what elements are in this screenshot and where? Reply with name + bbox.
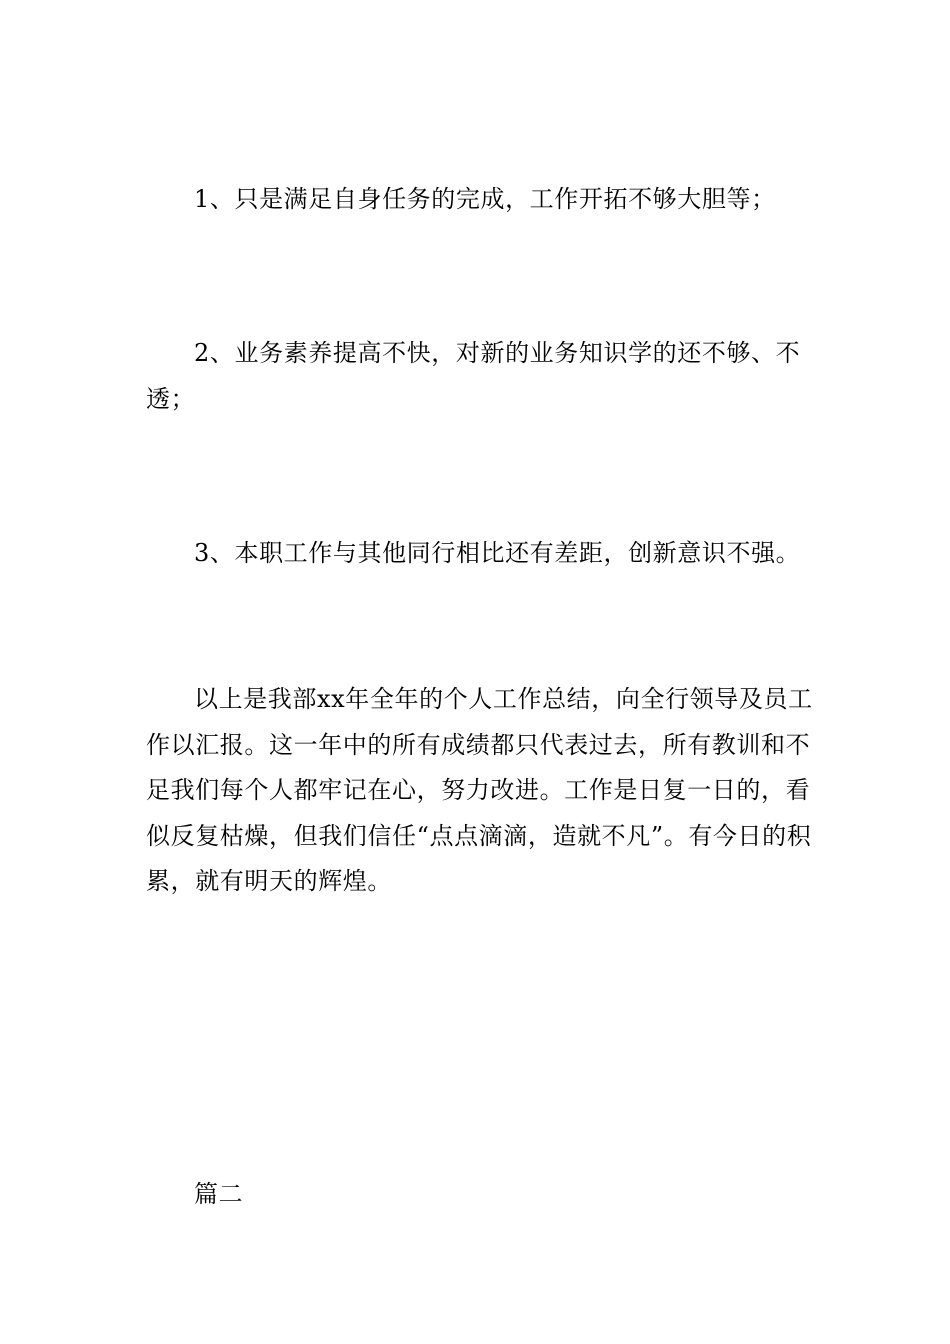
paragraph-item-3: 3、本职工作与其他同行相比还有差距，创新意识不强。 [194,539,801,567]
paragraph-item-2: 2、业务素养提高不快，对新的业务知识学的还不够、不透； [146,339,801,413]
paragraph-item-1: 1、只是满足自身任务的完成，工作开拓不够大胆等； [194,185,776,213]
section-heading: 篇二 [194,1180,244,1208]
summary-paragraph: 以上是我部xx年全年的个人工作总结，向全行领导及员工作以汇报。这一年中的所有成绩都只代表过去，所有教训和不足我们每个人都牢记在心，努力改进。工作是日复一日的，看似反复枯燥，但我们信任“点点滴滴，造就不凡”。有今日的积累，就有明天的辉煌。 [146,685,813,895]
